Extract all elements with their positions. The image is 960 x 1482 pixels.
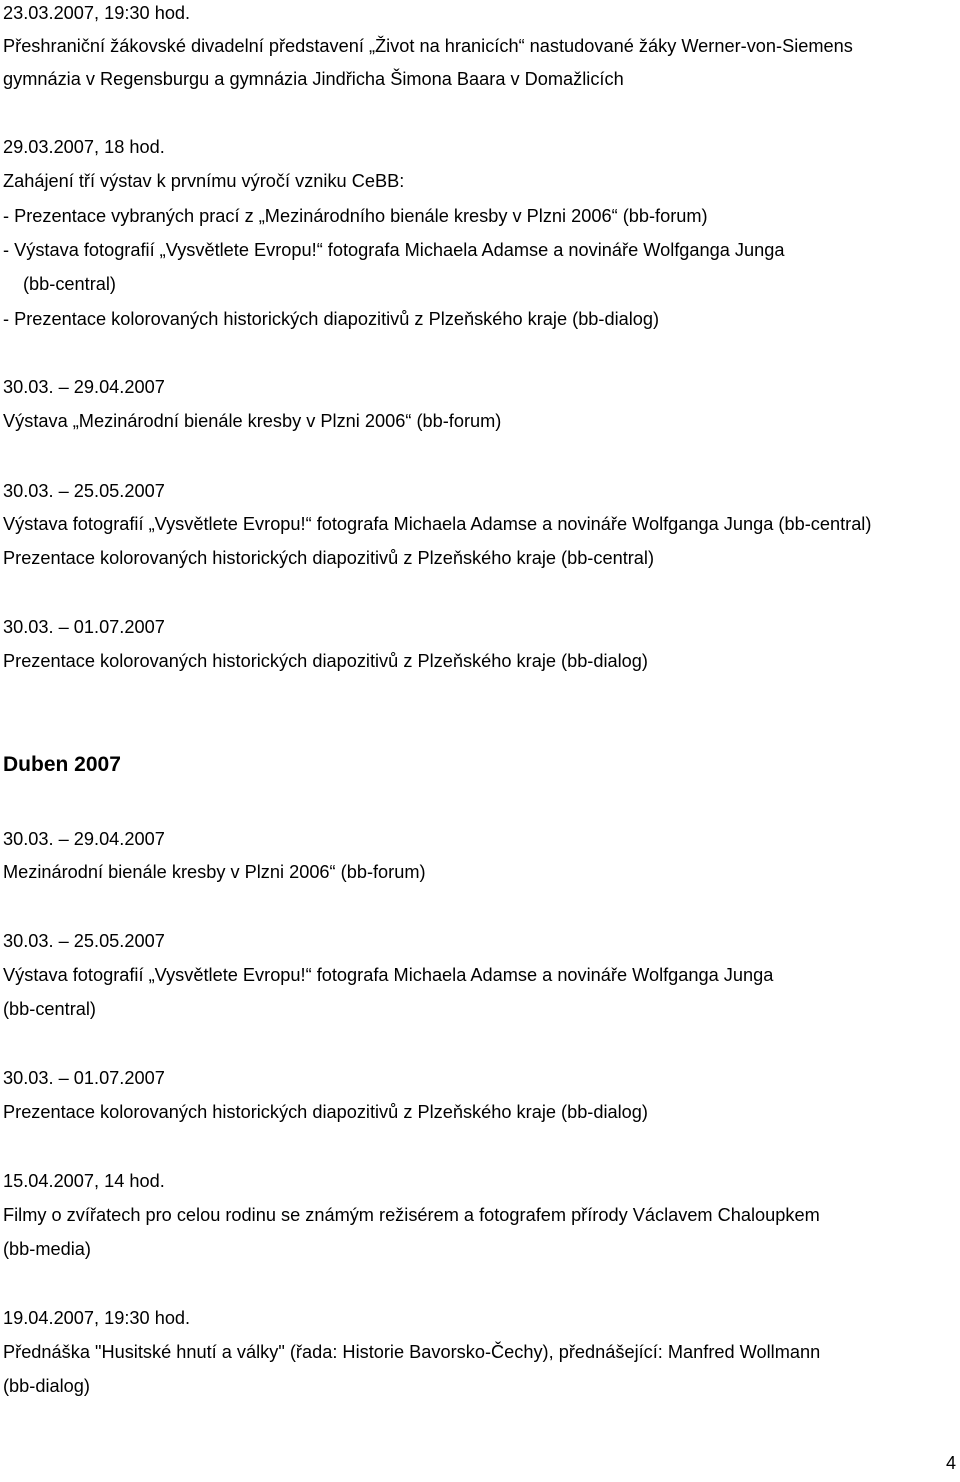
event-text: Výstava fotografií „Vysvětlete Evropu!“ fotografa Michaela Adamse a novináře Wolfganga Junga (bb-central) [3, 514, 872, 534]
page-number: 4 [945, 1453, 956, 1473]
event-text: (bb-dialog) [3, 1376, 90, 1396]
event-text: gymnázia v Regensburgu a gymnázia Jindřicha Šimona Baara v Domažlicích [3, 69, 624, 89]
event-text: Přednáška "Husitské hnutí a války" (řada: Historie Bavorsko-Čechy), přednášející: Manfred Wollmann [3, 1342, 821, 1362]
event-text: (bb-central) [23, 274, 116, 294]
event-date: 15.04.2007, 14 hod. [3, 1171, 165, 1191]
event-text: - Výstava fotografií „Vysvětlete Evropu!“ fotografa Michaela Adamse a novináře Wolfganga Junga [3, 240, 785, 260]
event-text: Prezentace kolorovaných historických diapozitivů z Plzeňského kraje (bb-dialog) [3, 651, 648, 671]
event-date: 19.04.2007, 19:30 hod. [3, 1308, 191, 1328]
section-heading: Duben 2007 [3, 753, 121, 776]
event-date: 29.03.2007, 18 hod. [3, 137, 165, 157]
event-date: 30.03. – 01.07.2007 [3, 617, 165, 637]
event-text: Prezentace kolorovaných historických diapozitivů z Plzeňského kraje (bb-dialog) [3, 1102, 648, 1122]
event-date: 23.03.2007, 19:30 hod. [3, 3, 191, 23]
event-text: (bb-central) [3, 999, 96, 1019]
event-text: Zahájení tří výstav k prvnímu výročí vzniku CeBB: [3, 171, 405, 191]
event-text: Mezinárodní bienále kresby v Plzni 2006“ (bb-forum) [3, 862, 426, 882]
event-text: Prezentace kolorovaných historických diapozitivů z Plzeňského kraje (bb-central) [3, 548, 655, 568]
event-text: - Prezentace vybraných prací z „Mezinárodního bienále kresby v Plzni 2006“ (bb-forum) [3, 206, 708, 226]
event-date: 30.03. – 29.04.2007 [3, 829, 165, 849]
event-text: Přeshraniční žákovské divadelní představení „Život na hranicích“ nastudované žáky Werner-von-Siemens [3, 36, 853, 56]
event-date: 30.03. – 25.05.2007 [3, 481, 165, 501]
event-date: 30.03. – 01.07.2007 [3, 1068, 165, 1088]
event-date: 30.03. – 29.04.2007 [3, 377, 165, 397]
event-text: - Prezentace kolorovaných historických diapozitivů z Plzeňského kraje (bb-dialog) [3, 309, 660, 329]
event-text: Výstava fotografií „Vysvětlete Evropu!“ fotografa Michaela Adamse a novináře Wolfganga Junga [3, 965, 774, 985]
event-text: Výstava „Mezinárodní bienále kresby v Plzni 2006“ (bb-forum) [3, 411, 502, 431]
event-date: 30.03. – 25.05.2007 [3, 931, 165, 951]
event-text: Filmy o zvířatech pro celou rodinu se známým režisérem a fotografem přírody Václavem Chaloupkem [3, 1205, 820, 1225]
event-text: (bb-media) [3, 1239, 91, 1259]
